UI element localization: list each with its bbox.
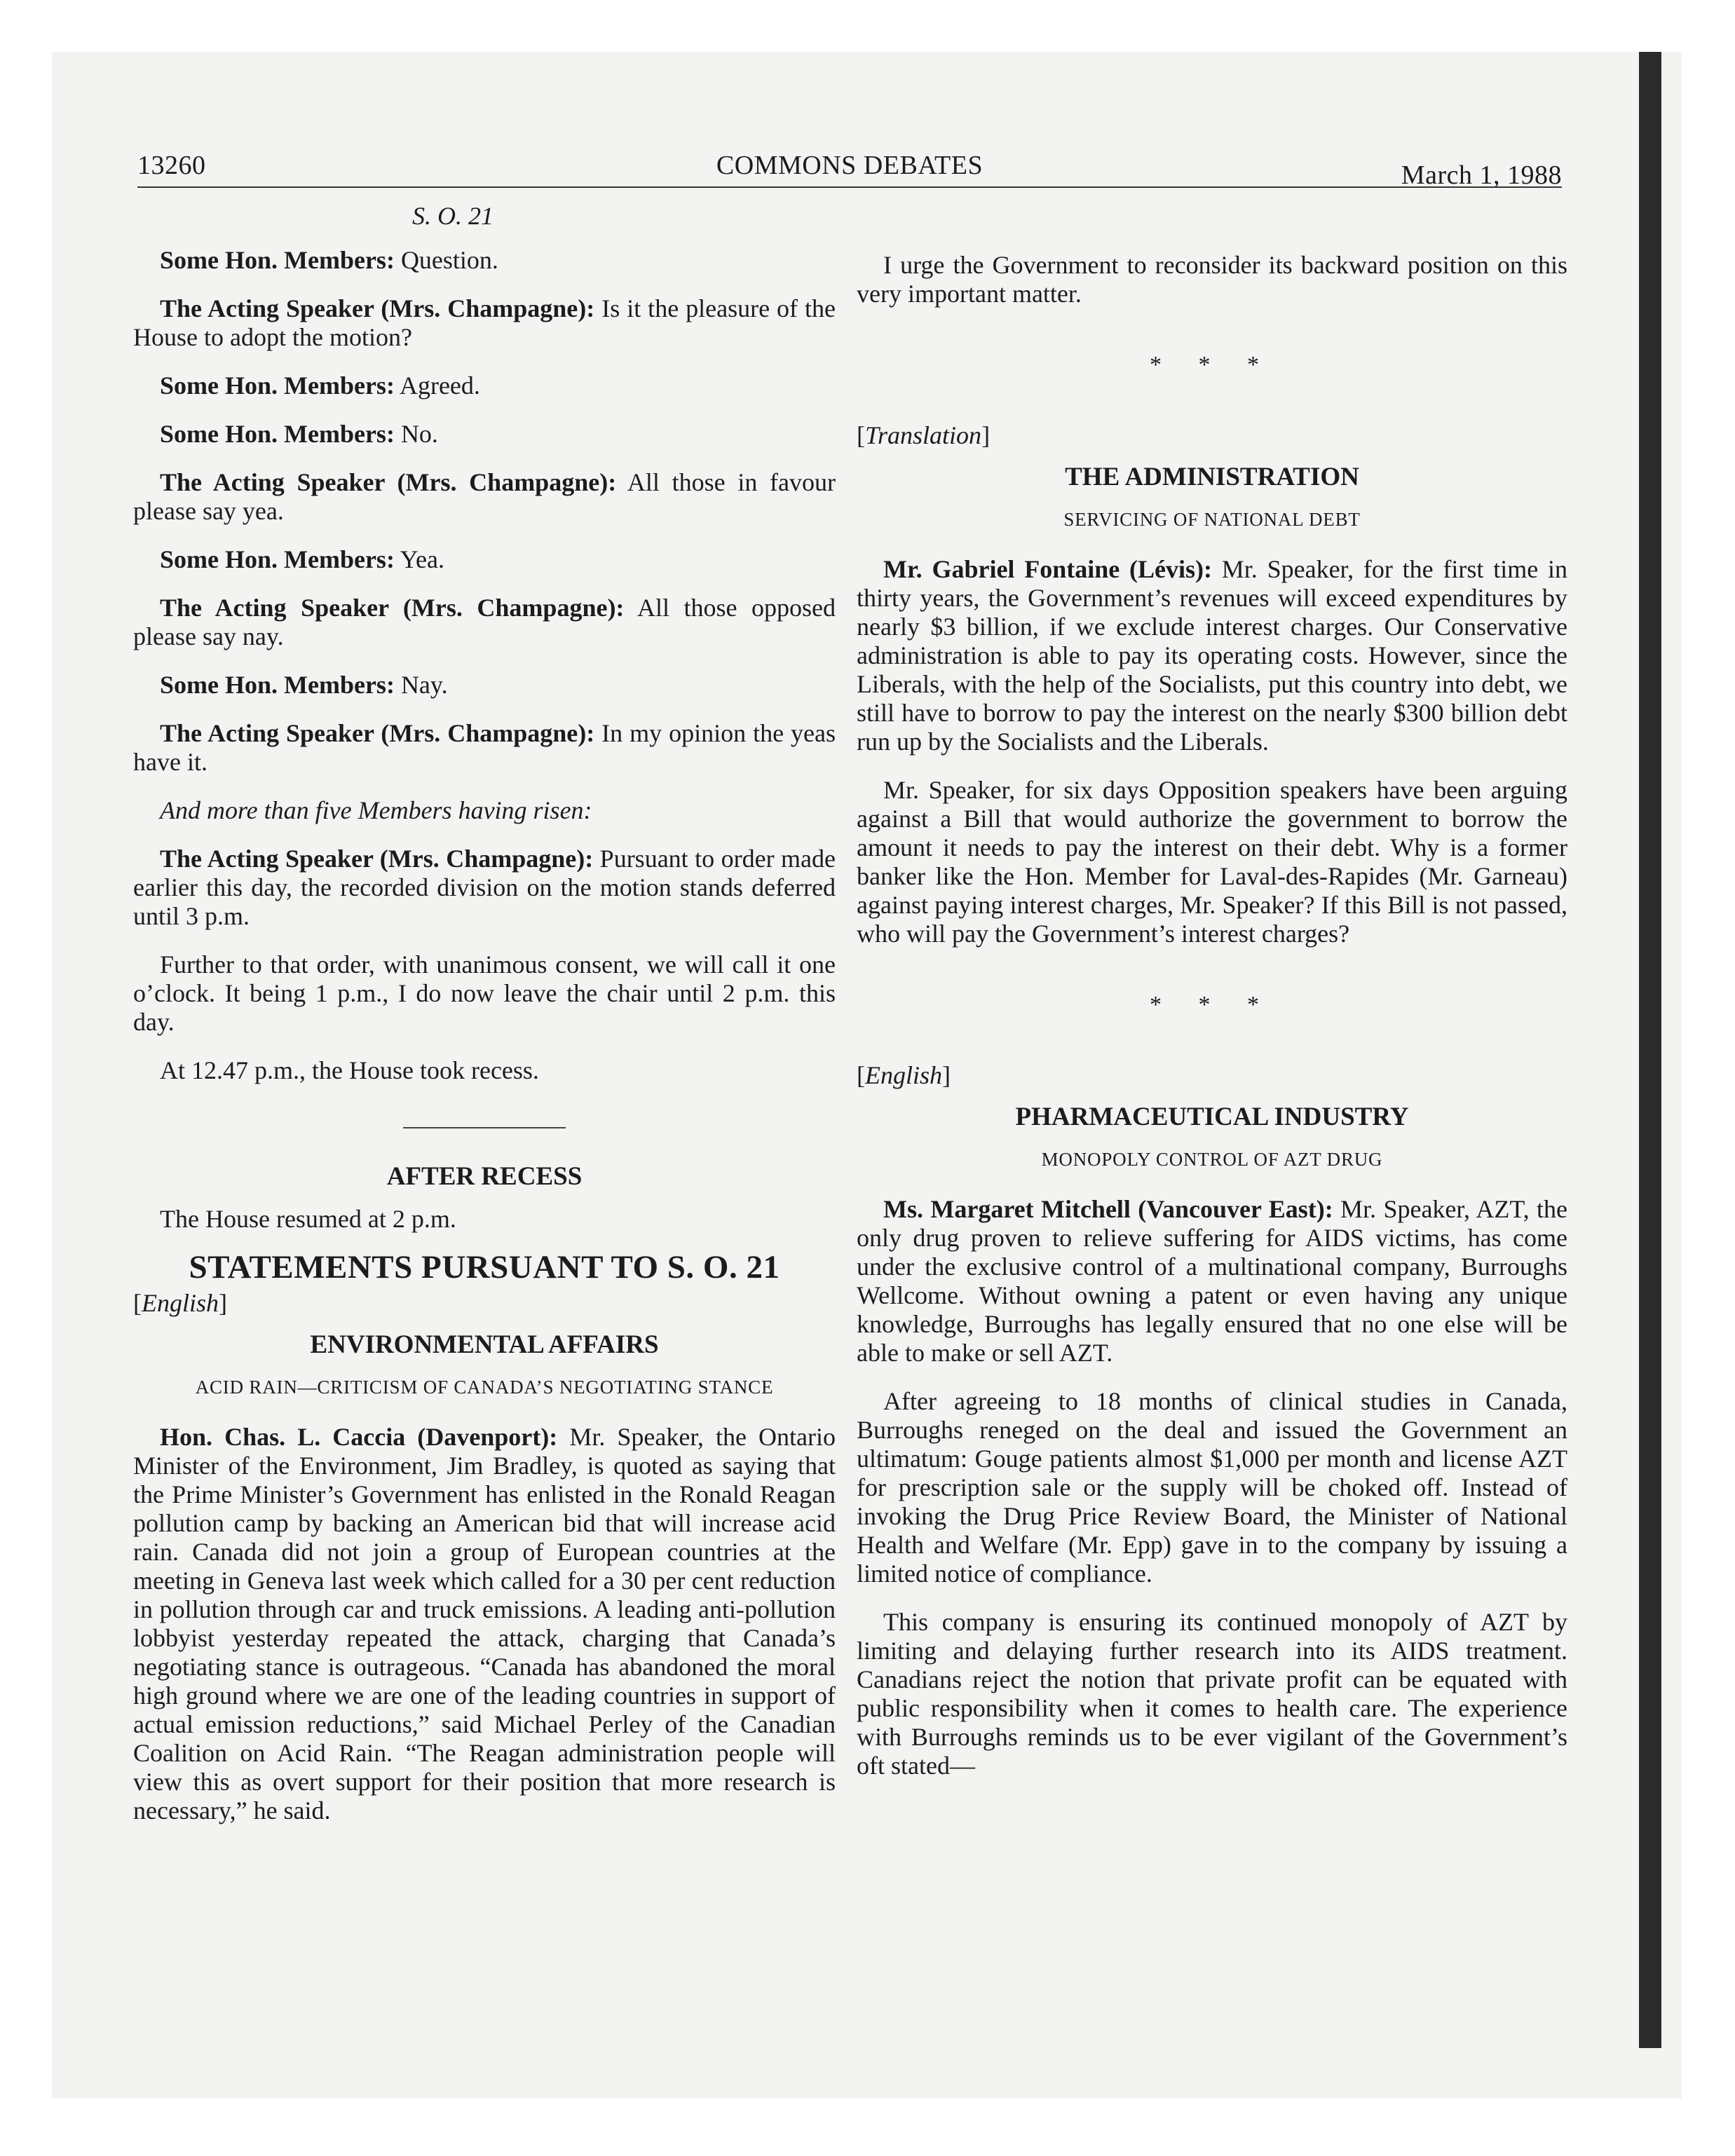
speaker-name: Some Hon. Members: bbox=[160, 246, 395, 274]
paragraph bbox=[133, 671, 836, 700]
language-marker: [Translation] bbox=[857, 421, 991, 449]
speech-text: Is it the pleasure of the House to adopt the motion? bbox=[133, 294, 836, 351]
speaker-name: Some Hon. Members: bbox=[160, 545, 395, 573]
speech-text: Question. bbox=[394, 246, 498, 274]
speaker-name: Some Hon. Members: bbox=[160, 671, 395, 699]
statements-title: STATEMENTS PURSUANT TO S. O. 21 bbox=[189, 1249, 780, 1285]
paragraph bbox=[857, 1195, 1567, 1367]
section-title: PHARMACEUTICAL INDUSTRY bbox=[1015, 1103, 1409, 1131]
speaker-name: The Acting Speaker (Mrs. Champagne): bbox=[160, 845, 594, 873]
section-title: ENVIRONMENTAL AFFAIRS bbox=[310, 1330, 659, 1359]
paragraph bbox=[133, 294, 836, 352]
speech-text: Mr. Speaker, AZT, the only drug proven to relieve suffering for AIDS victims, has come under the exclusive control of a multinational company, Burroughs Wellcome. Without owning a patent or even having any unique knowledge, Burroughs has legally ensured that no one else will be able to make or sell AZT. bbox=[857, 1195, 1567, 1367]
paragraph: Further to that order, with unanimous consent, we will call it one o’clock. It being 1 p.m., I do now leave the chair until 2 p.m. this day. bbox=[133, 950, 836, 1036]
speaker-name: The Acting Speaker (Mrs. Champagne): bbox=[160, 468, 617, 496]
language-label: English bbox=[142, 1289, 219, 1317]
paragraph bbox=[133, 371, 836, 400]
language-marker: [English] bbox=[133, 1289, 228, 1317]
speaker-name: The Acting Speaker (Mrs. Champagne): bbox=[160, 719, 595, 747]
speech-text: No. bbox=[394, 420, 438, 448]
speaker-name: Some Hon. Members: bbox=[160, 420, 395, 448]
language-label: English bbox=[865, 1061, 943, 1089]
page-header bbox=[137, 150, 1562, 192]
speaker-name: Ms. Margaret Mitchell (Vancouver East): bbox=[883, 1195, 1333, 1223]
section-subtitle: SERVICING OF NATIONAL DEBT bbox=[1063, 509, 1361, 530]
scan-edge-bar bbox=[1639, 52, 1661, 2048]
speech-text: Nay. bbox=[394, 671, 448, 699]
paragraph: At 12.47 p.m., the House took recess. bbox=[160, 1056, 539, 1084]
paragraph bbox=[133, 845, 836, 931]
speech-text: Mr. Speaker, for the first time in thirty years, the Government’s revenues will exceed expenditures by nearly $3 billion, if we exclude interest charges. Our Conservative administration is able to pay its operating costs. However, since the Liberals, with the help of the Socialists, put this country into debt, we still have to borrow to pay the interest on the nearly $300 billion debt run up by the Socialists and the Liberals. bbox=[857, 555, 1568, 756]
section-separator-stars: * * * bbox=[1150, 992, 1274, 1018]
section-separator-stars: * * * bbox=[1150, 352, 1274, 378]
page-date: March 1, 1988 bbox=[1401, 161, 1562, 190]
paragraph: This company is ensuring its continued monopoly of AZT by limiting and delaying further research into its AIDS treatment. Canadians reject the notion that private profit can be equated with public responsibility when it comes to health care. The experience with Burroughs reminds us to be ever vigilant of the Government’s oft stated— bbox=[857, 1608, 1567, 1780]
speaker-name: Hon. Chas. L. Caccia (Davenport): bbox=[160, 1423, 558, 1451]
paragraph bbox=[133, 1423, 836, 1825]
language-marker: [English] bbox=[857, 1061, 951, 1089]
left-column bbox=[133, 202, 836, 1845]
paragraph: The House resumed at 2 p.m. bbox=[160, 1205, 456, 1233]
paragraph bbox=[133, 545, 836, 574]
paragraph: I urge the Government to reconsider its backward position on this very important matter. bbox=[857, 251, 1567, 308]
speech-text: In my opinion the yeas have it. bbox=[133, 719, 836, 776]
procedural-note: And more than five Members having risen: bbox=[160, 796, 592, 824]
header-rule bbox=[137, 186, 1562, 188]
paragraph bbox=[133, 719, 836, 777]
speech-text: Yea. bbox=[394, 545, 444, 573]
right-column bbox=[857, 251, 1567, 1800]
section-divider bbox=[403, 1127, 566, 1128]
speaker-name: The Acting Speaker (Mrs. Champagne): bbox=[160, 594, 625, 622]
paragraph bbox=[133, 594, 836, 651]
paragraph bbox=[133, 246, 836, 275]
paragraph bbox=[133, 468, 836, 526]
language-label: Translation bbox=[865, 421, 982, 449]
page-number: 13260 bbox=[137, 151, 206, 180]
speech-text: All those opposed please say nay. bbox=[133, 594, 836, 650]
paragraph: After agreeing to 18 months of clinical studies in Canada, Burroughs reneged on the deal and issued the Government an ultimatum: Gouge patients almost $1,000 per month and license AZT for prescription sale or the supply will be choked off. Instead of invoking the Drug Price Review Board, the Minister of National Health and Welfare (Mr. Epp) gave in to the company by issuing a limited notice of compliance. bbox=[857, 1387, 1567, 1588]
section-subtitle: ACID RAIN—CRITICISM OF CANADA’S NEGOTIATING STANCE bbox=[195, 1377, 774, 1398]
section-title: THE ADMINISTRATION bbox=[1065, 463, 1359, 491]
so-label: S. O. 21 bbox=[412, 202, 494, 230]
speech-text: Agreed. bbox=[394, 371, 480, 400]
speaker-name: Mr. Gabriel Fontaine (Lévis): bbox=[883, 555, 1212, 583]
speaker-name: The Acting Speaker (Mrs. Champagne): bbox=[160, 294, 595, 322]
speaker-name: Some Hon. Members: bbox=[160, 371, 395, 400]
publication-title: COMMONS DEBATES bbox=[716, 151, 984, 180]
section-subtitle: MONOPOLY CONTROL OF AZT DRUG bbox=[1041, 1149, 1383, 1170]
paragraph: Mr. Speaker, for six days Opposition speakers have been arguing against a Bill that would authorize the government to borrow the amount it needs to pay the interest on their debt. Why is a former banker like the Hon. Member for Laval-des-Rapides (Mr. Garneau) against paying interest charges, Mr. Speaker? If this Bill is not passed, who will pay the Government’s interest charges? bbox=[857, 776, 1567, 948]
speech-text: Pursuant to order made earlier this day, the recorded division on the motion stands deferred until 3 p.m. bbox=[133, 845, 836, 930]
speech-text: All those in favour please say yea. bbox=[133, 468, 836, 525]
paragraph bbox=[133, 420, 836, 449]
paragraph bbox=[857, 555, 1567, 756]
after-recess-title: AFTER RECESS bbox=[386, 1162, 583, 1191]
speech-text: Mr. Speaker, the Ontario Minister of the Environment, Jim Bradley, is quoted as saying that the Prime Minister’s Government has enlisted in the Ronald Reagan pollution camp by backing an American bid that will increase acid rain. Canada did not join a group of European countries at the meeting in Geneva last week which called for a 30 per cent reduction in pollution through car and truck emissions. A leading anti-pollution lobbyist yesterday repeated the attack, charging that Canada’s negotiating stance is outrageous. “Canada has abandoned the moral high ground where we are one of the leading countries in support of actual emission reductions,” said Michael Perley of the Canadian Coalition on Acid Rain. “The Reagan administration people will view this as overt support for their position that more research is necessary,” he said. bbox=[133, 1423, 836, 1824]
